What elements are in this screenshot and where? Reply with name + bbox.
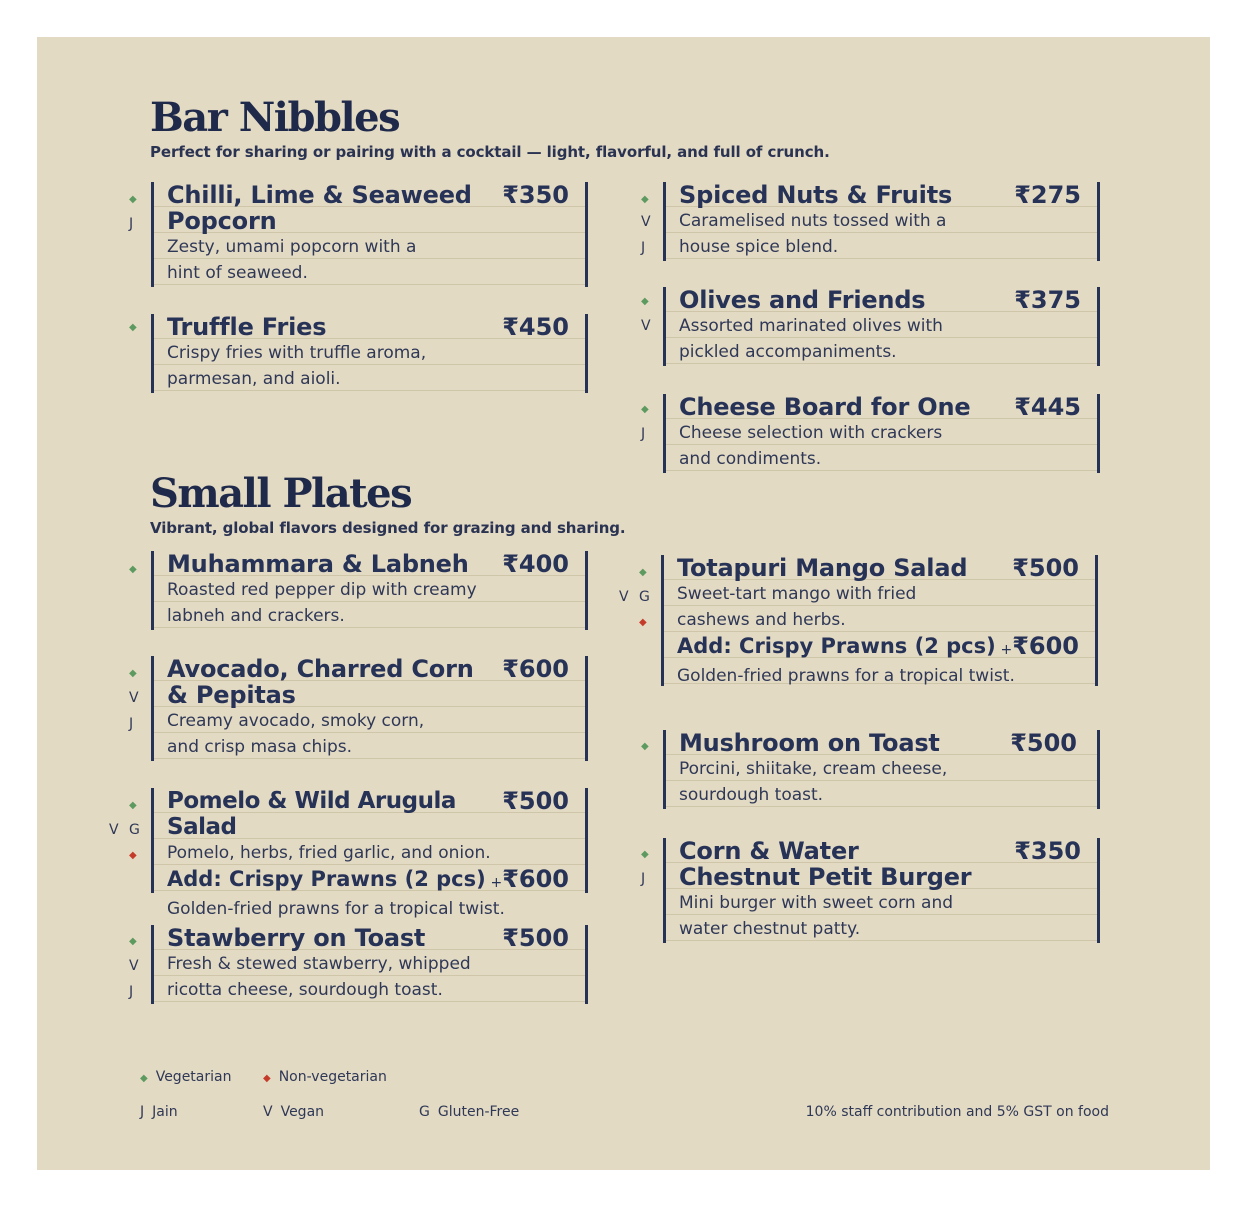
menu-item	[151, 551, 588, 630]
menu-item	[663, 394, 1100, 473]
vegetarian-icon: ◆	[129, 322, 137, 333]
jain-tag: J	[129, 716, 134, 732]
vegan-tag: V	[263, 1104, 273, 1120]
legend-non-vegetarian	[263, 1069, 387, 1087]
item-description: Crispy fries with truffle aroma, parmesan, and aioli.	[167, 343, 427, 389]
item-description: Pomelo, herbs, fried garlic, and onion.	[167, 843, 491, 863]
item-description: Mini burger with sweet corn and water chestnut patty.	[679, 893, 954, 939]
jain-tag: J	[140, 1104, 145, 1120]
vegan-tag: V	[619, 589, 629, 605]
item-name: Totapuri Mango Salad	[677, 554, 968, 582]
vegetarian-icon: ◆	[641, 296, 649, 307]
vegetarian-icon: ◆	[129, 800, 137, 811]
legend-label: Non-vegetarian	[278, 1069, 387, 1085]
menu-item	[151, 925, 588, 1004]
jain-tag: J	[641, 240, 646, 256]
item-name: Truffle Fries	[167, 313, 327, 341]
vegetarian-icon: ◆	[129, 936, 137, 947]
addon-name: Add: Crispy Prawns (2 pcs)	[167, 867, 486, 891]
item-name: Pomelo & Wild Arugula Salad	[167, 788, 456, 840]
item-description: Sweet-tart mango with fried cashews and herbs.	[677, 584, 917, 630]
legend-vegetarian	[140, 1069, 231, 1087]
legend-gluten-free	[419, 1104, 519, 1120]
menu-item	[151, 787, 588, 919]
item-price: ₹500	[1010, 729, 1077, 757]
item-name: Cheese Board for One	[679, 393, 971, 421]
vegan-tag: V	[641, 318, 651, 334]
vegetarian-icon: ◆	[129, 194, 137, 205]
addon-name: Add: Crispy Prawns (2 pcs)	[677, 634, 996, 658]
item-description: Fresh & stewed stawberry, whipped ricotta cheese, sourdough toast.	[167, 954, 471, 1000]
menu-item	[151, 314, 588, 393]
item-price: ₹500	[502, 787, 569, 815]
jain-tag: J	[641, 426, 646, 442]
jain-tag: J	[129, 984, 134, 1000]
item-price: ₹375	[1014, 286, 1081, 314]
addon-price: +₹600	[490, 865, 569, 893]
menu-item	[663, 838, 1100, 943]
item-description: Caramelised nuts tossed with a house spice blend.	[679, 211, 947, 257]
gluten-free-tag: G	[639, 589, 650, 605]
item-name: Chilli, Lime & Seaweed Popcorn	[167, 181, 472, 235]
legend-label: Gluten-Free	[437, 1104, 520, 1120]
legend-jain	[140, 1104, 178, 1120]
menu-item	[151, 656, 588, 761]
jain-tag: J	[129, 216, 134, 232]
section-title-small-plates: Small Plates	[150, 470, 412, 517]
item-description: Porcini, shiitake, cream cheese, sourdough toast.	[679, 759, 948, 805]
item-price: ₹350	[1014, 837, 1081, 865]
vegetarian-icon: ◆	[641, 404, 649, 415]
item-price: ₹500	[1012, 554, 1079, 582]
item-price: ₹445	[1014, 393, 1081, 421]
item-name: Stawberry on Toast	[167, 924, 426, 952]
item-name: Avocado, Charred Corn & Pepitas	[167, 655, 474, 709]
item-price: ₹275	[1014, 181, 1081, 209]
vegetarian-icon: ◆	[641, 849, 649, 860]
non-vegetarian-icon: ◆	[263, 1073, 271, 1084]
legend-label: Jain	[152, 1104, 178, 1120]
item-description: Roasted red pepper dip with creamy labneh and crackers.	[167, 580, 477, 626]
section-subtitle-small-plates: Vibrant, global flavors designed for grazing and sharing.	[150, 519, 626, 537]
item-name: Olives and Friends	[679, 286, 926, 314]
vegetarian-icon: ◆	[129, 564, 137, 575]
vegan-tag: V	[129, 958, 139, 974]
item-price: ₹600	[502, 655, 569, 683]
legend-label: Vegetarian	[155, 1069, 232, 1085]
vegan-tag: V	[129, 690, 139, 706]
menu-item	[661, 555, 1098, 686]
gluten-free-tag: G	[419, 1104, 430, 1120]
item-price: ₹500	[502, 924, 569, 952]
item-description: Assorted marinated olives with pickled accompaniments.	[679, 316, 943, 362]
item-description: Zesty, umami popcorn with a hint of seaweed.	[167, 237, 417, 283]
section-subtitle-bar-nibbles: Perfect for sharing or pairing with a cocktail — light, flavorful, and full of crunch.	[150, 143, 830, 161]
item-description: Cheese selection with crackers and condiments.	[679, 423, 943, 469]
non-vegetarian-icon: ◆	[639, 617, 647, 628]
jain-tag: J	[641, 871, 646, 887]
menu-item	[663, 287, 1100, 366]
item-name: Muhammara & Labneh	[167, 550, 469, 578]
vegan-tag: V	[109, 822, 119, 838]
non-vegetarian-icon: ◆	[129, 850, 137, 861]
menu-item	[151, 182, 588, 287]
vegetarian-icon: ◆	[641, 741, 649, 752]
vegan-tag: V	[641, 214, 651, 230]
addon-price: +₹600	[1000, 632, 1079, 660]
item-price: ₹400	[502, 550, 569, 578]
vegetarian-icon: ◆	[639, 567, 647, 578]
item-price: ₹350	[502, 181, 569, 209]
item-name: Mushroom on Toast	[679, 729, 940, 757]
gluten-free-tag: G	[129, 822, 140, 838]
item-name: Corn & Water Chestnut Petit Burger	[679, 837, 972, 891]
addon-description: Golden-fried prawns for a tropical twist.	[167, 899, 505, 919]
legend-vegan	[263, 1104, 324, 1120]
item-name: Spiced Nuts & Fruits	[679, 181, 953, 209]
addon-description: Golden-fried prawns for a tropical twist.	[677, 666, 1015, 686]
menu-item	[663, 182, 1100, 261]
section-title-bar-nibbles: Bar Nibbles	[150, 94, 400, 141]
vegetarian-icon: ◆	[641, 194, 649, 205]
menu-item	[663, 730, 1100, 809]
vegetarian-icon: ◆	[140, 1073, 148, 1084]
item-price: ₹450	[502, 313, 569, 341]
item-description: Creamy avocado, smoky corn, and crisp masa chips.	[167, 711, 425, 757]
legend-label: Vegan	[280, 1104, 325, 1120]
tax-footnote: 10% staff contribution and 5% GST on food	[805, 1104, 1109, 1120]
vegetarian-icon: ◆	[129, 668, 137, 679]
